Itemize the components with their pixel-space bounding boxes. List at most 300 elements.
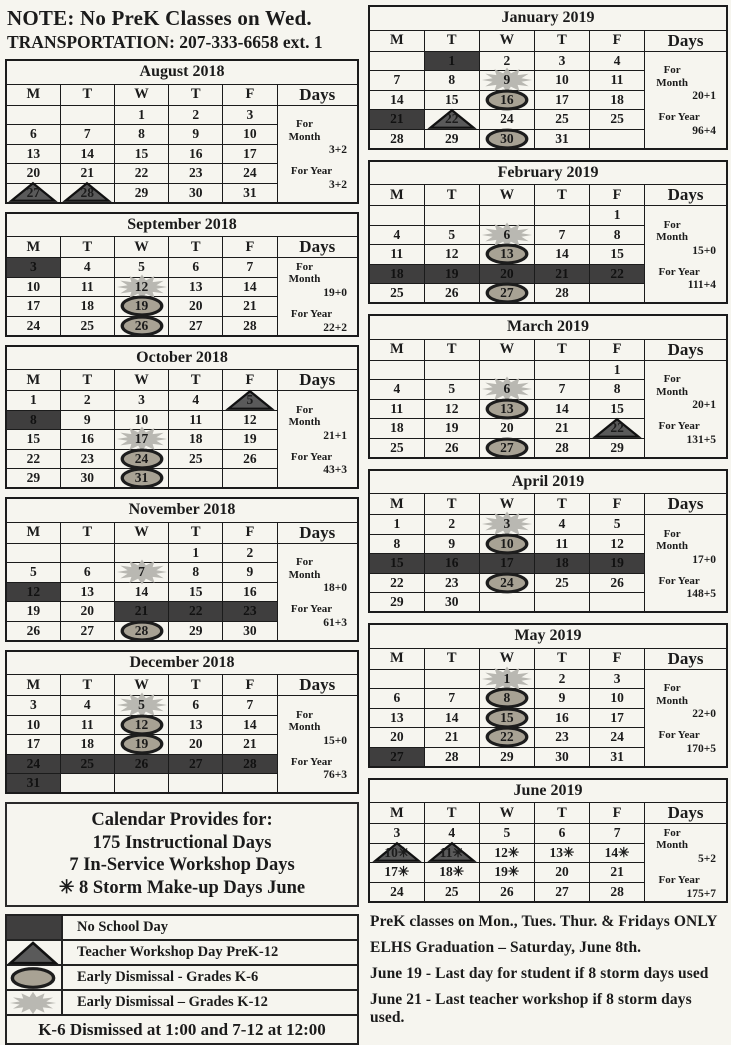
date-cell [369,360,424,380]
date-cell [114,277,168,297]
date-cell [369,399,424,419]
legend-row [7,916,357,941]
date-cell [60,735,114,755]
days-column-header: Days [645,803,727,824]
date-number: 5 [246,392,254,408]
date-cell [590,206,645,226]
for-month-label: For Month [656,218,689,244]
weekday-header: W [479,339,534,360]
date-number: 26 [444,439,459,455]
date-cell [590,728,645,748]
days-summary [645,51,727,149]
date-number: 1 [613,361,621,377]
date-cell [479,71,534,91]
date-number: 26 [134,755,149,771]
left-column [5,5,359,1045]
date-cell [424,863,479,883]
date-cell [114,735,168,755]
date-cell [60,316,114,336]
date-number: 26 [134,317,149,333]
date-number: 11✳ [439,844,464,860]
date-number: 18 [610,91,624,107]
date-cell [534,399,589,419]
date-number: 1 [138,106,145,122]
date-cell [60,297,114,317]
date-number: 27 [188,755,203,771]
date-number: 28 [243,317,257,333]
days-summary [645,360,727,458]
month-title: August 2018 [6,60,358,84]
date-cell [223,754,277,774]
for-year-label: For Year [290,755,333,768]
for-month-value: 22+0 [692,708,716,721]
date-cell [223,774,277,794]
weekday-header: F [223,675,277,696]
date-number: 21 [610,864,624,880]
date-cell [223,316,277,336]
date-number: 15 [610,246,624,262]
date-number: 4 [448,825,456,841]
date-number: 31 [134,470,149,485]
weekday-header: M [369,185,424,206]
date-number: 2 [83,392,91,408]
date-number: 18✳ [439,864,465,880]
date-cell [534,824,589,844]
date-number: 22 [188,603,203,619]
legend-label: No School Day [77,919,169,936]
date-number: 5 [29,564,37,580]
month-calendar [368,160,728,305]
date-number: 14✳ [604,844,630,860]
for-year-label: For Year [658,874,700,887]
date-cell [479,110,534,130]
for-year-value: 175+7 [686,887,716,900]
for-year-value: 76+3 [323,769,347,782]
date-cell [223,125,277,145]
date-number: 22 [500,729,514,745]
date-number: 17 [26,736,41,752]
date-cell [534,863,589,883]
legend-label: Early Dismissal - Grades K-6 [77,969,259,986]
date-cell [479,593,534,613]
date-number: 3 [246,106,254,122]
date-number: 13 [188,278,203,294]
weekday-header: M [369,30,424,51]
date-cell [590,225,645,245]
date-number: 4 [393,226,401,242]
date-cell [169,316,223,336]
date-number: 16 [500,91,514,107]
date-number: 24 [243,165,257,181]
date-number: 28 [610,883,624,899]
date-number: 13✳ [549,844,575,860]
date-cell [424,882,479,902]
date-number: 28 [243,755,257,771]
date-number: 20 [555,864,569,880]
date-number: 2 [558,670,566,686]
date-cell [424,110,479,130]
right-column [368,5,728,1045]
month-title: February 2019 [369,161,727,185]
date-number: 1 [613,207,621,223]
workshop-triangle-icon [7,941,63,964]
legend-row [7,941,357,966]
date-cell [6,183,60,203]
for-year-label: For Year [658,420,700,433]
days-column-header: Days [645,494,727,515]
for-month-value: 5+2 [697,853,716,866]
date-number: 6 [503,381,511,397]
date-number: 3 [393,825,401,841]
date-number: 5 [448,381,456,397]
date-number: 1 [192,544,200,560]
date-number: 29 [26,470,41,485]
date-number: 2 [192,106,200,122]
date-number: 11 [80,278,94,294]
header-note [7,6,359,53]
date-cell [6,316,60,336]
early-dismissal-k12-star-icon [9,991,57,1014]
date-number: 24 [500,111,514,127]
week-row [6,258,358,278]
date-number: 30 [188,184,203,200]
for-month-label: For Month [656,826,689,852]
date-cell [6,543,60,563]
date-cell [60,715,114,735]
date-number: 21 [243,298,257,314]
date-number: 22 [610,420,624,436]
for-month-label: For Month [288,118,321,143]
weekday-header: M [6,370,60,391]
date-number: 10 [26,278,41,294]
month-title: May 2019 [369,624,727,648]
date-number: 9 [83,411,91,427]
date-number: 13 [80,583,95,599]
date-number: 25 [555,111,569,127]
date-cell [223,391,277,411]
date-cell [60,774,114,794]
date-number: 25 [188,450,203,466]
date-number: 17✳ [384,864,410,880]
date-number: 3 [558,52,566,68]
date-cell [479,438,534,458]
date-number: 6 [393,690,401,706]
date-number: 20 [500,420,514,436]
weekday-header: T [534,494,589,515]
date-number: 5 [138,259,145,275]
date-cell [479,573,534,593]
date-cell [169,754,223,774]
weekday-header: W [114,84,168,105]
weekday-header: F [223,237,277,258]
date-cell [479,225,534,245]
date-cell [369,593,424,613]
date-cell [534,71,589,91]
week-row [369,515,727,535]
date-cell [223,602,277,622]
date-cell [369,110,424,130]
date-number: 4 [613,52,621,68]
date-cell [534,206,589,226]
date-number: 28 [444,748,459,764]
date-cell [479,824,534,844]
date-number: 21 [390,111,404,127]
month-calendar [368,778,728,903]
date-number: 7 [138,564,145,580]
date-number: 24 [390,883,404,899]
date-cell [6,258,60,278]
date-number: 6 [192,259,200,275]
date-number: 31 [26,775,41,790]
weekday-header: W [479,494,534,515]
date-number: 8 [393,535,401,551]
note-transportation: TRANSPORTATION: 207-333-6658 ext. 1 [7,32,323,52]
date-number: 17 [500,555,514,571]
date-cell [424,593,479,613]
right-calendars [368,5,728,903]
date-cell [6,410,60,430]
date-cell [223,410,277,430]
date-cell [6,754,60,774]
date-cell [369,380,424,400]
date-number: 26 [500,883,514,899]
date-number: 7 [246,259,254,275]
date-cell [60,410,114,430]
weekday-header: T [60,675,114,696]
date-cell [590,824,645,844]
date-cell [6,297,60,317]
days-summary [277,391,358,489]
date-number: 1 [503,670,511,686]
date-number: 29 [444,130,459,146]
early-dismissal-k12-star-icon [7,991,63,1014]
date-cell [369,843,424,863]
date-number: 6 [558,825,566,841]
date-cell [6,715,60,735]
date-number: 3 [29,259,37,275]
date-number: 27 [390,748,404,764]
date-cell [60,105,114,125]
date-cell [424,747,479,767]
footnote: ELHS Graduation – Saturday, June 8th. [370,938,642,956]
date-number: 6 [192,697,200,713]
date-number: 12 [134,716,149,732]
date-cell [60,696,114,716]
footnote: June 21 - Last teacher workshop if 8 storm days used. [370,990,692,1026]
date-cell [60,543,114,563]
date-cell [223,543,277,563]
weekday-header: T [60,522,114,543]
date-cell [369,419,424,439]
date-number: 11 [390,400,404,416]
date-number: 19 [134,298,149,314]
date-number: 18 [80,298,95,314]
date-cell [424,380,479,400]
date-cell [60,277,114,297]
date-cell [590,245,645,265]
date-number: 16 [444,555,459,571]
month-calendar [368,469,728,614]
date-number: 30 [444,594,459,609]
month-title: December 2018 [6,651,358,675]
month-title: June 2019 [369,779,727,803]
weekday-header: M [369,494,424,515]
date-number: 15 [390,555,404,571]
weekday-header: M [6,84,60,105]
date-cell [369,689,424,709]
for-year-value: 22+2 [323,321,347,334]
date-number: 30 [500,130,514,146]
date-cell [424,245,479,265]
date-number: 18 [188,431,203,447]
weekday-header: T [60,84,114,105]
date-cell [6,449,60,469]
summary-line: 7 In-Service Workshop Days [69,855,295,876]
date-number: 19 [26,603,41,619]
date-number: 4 [558,516,566,532]
date-number: 29 [500,748,514,764]
date-cell [369,129,424,149]
date-cell [60,754,114,774]
week-row [6,696,358,716]
week-row [369,824,727,844]
date-number: 12 [26,583,41,599]
date-cell [114,715,168,735]
date-cell [6,430,60,450]
date-cell [534,843,589,863]
date-cell [169,621,223,641]
date-number: 25 [390,285,404,300]
date-cell [6,621,60,641]
date-cell [534,747,589,767]
days-column-header: Days [645,648,727,669]
week-row [369,51,727,71]
school-calendar-page [5,5,728,1045]
date-number: 14 [390,91,404,107]
date-cell [534,51,589,71]
days-summary [277,105,358,203]
date-cell [534,689,589,709]
date-cell [534,708,589,728]
weekday-header: F [223,84,277,105]
for-year-label: For Year [658,729,700,742]
date-cell [223,258,277,278]
date-number: 19 [444,265,459,281]
date-cell [424,419,479,439]
footnotes [368,913,728,1027]
date-number: 9 [503,72,511,88]
for-month-label: For Month [656,682,689,707]
date-cell [6,696,60,716]
date-number: 4 [393,381,401,397]
date-cell [534,380,589,400]
date-cell [534,225,589,245]
date-number: 27 [500,285,514,300]
weekday-header: M [369,339,424,360]
date-cell [424,708,479,728]
date-number: 4 [83,259,91,275]
date-cell [534,593,589,613]
date-cell [114,563,168,583]
date-cell [534,728,589,748]
date-cell [223,277,277,297]
date-number: 29 [390,594,404,609]
date-cell [590,669,645,689]
date-cell [534,573,589,593]
weekday-header: T [60,370,114,391]
date-cell [60,469,114,489]
date-number: 20 [80,603,95,619]
date-cell [6,774,60,794]
for-month-label: For Month [656,373,689,398]
date-number: 10 [610,690,624,706]
legend-label: Early Dismissal – Grades K-12 [77,994,268,1011]
date-cell [169,543,223,563]
date-cell [369,747,424,767]
date-number: 14 [555,400,569,416]
for-month-label: For Month [656,527,689,553]
date-number: 28 [555,439,569,455]
date-cell [590,747,645,767]
date-cell [479,554,534,574]
date-cell [60,582,114,602]
date-cell [369,245,424,265]
date-cell [6,563,60,583]
date-cell [369,863,424,883]
date-cell [369,515,424,535]
month-calendar [368,623,728,768]
date-cell [60,144,114,164]
date-number: 8 [192,564,200,580]
date-number: 16 [188,145,203,161]
date-cell [114,602,168,622]
date-cell [590,593,645,613]
date-cell [534,129,589,149]
for-year-label: For Year [658,111,700,124]
for-year-value: 111+4 [687,279,716,292]
date-number: 5 [448,226,456,242]
for-month-value: 17+0 [692,553,716,566]
date-number: 29 [610,439,624,455]
for-year-value: 61+3 [323,616,347,629]
date-cell [534,438,589,458]
date-number: 17 [555,91,569,107]
for-month-value: 15+0 [323,734,347,747]
date-cell [479,882,534,902]
for-year-value: 170+5 [686,742,716,755]
for-year-label: For Year [290,308,333,321]
days-summary [277,696,358,794]
date-cell [479,843,534,863]
weekday-header: T [424,803,479,824]
date-cell [590,129,645,149]
footnote: June 19 - Last day for student if 8 storm days used [370,964,709,982]
date-cell [6,602,60,622]
for-month-value: 19+0 [323,287,347,300]
date-cell [590,360,645,380]
date-cell [424,129,479,149]
date-cell [169,735,223,755]
date-number: 3 [138,392,145,408]
month-title: September 2018 [6,213,358,237]
date-cell [590,515,645,535]
date-number: 8 [613,226,621,242]
weekday-header: W [114,522,168,543]
date-cell [60,449,114,469]
days-column-header: Days [645,339,727,360]
date-cell [479,515,534,535]
weekday-header: T [169,84,223,105]
